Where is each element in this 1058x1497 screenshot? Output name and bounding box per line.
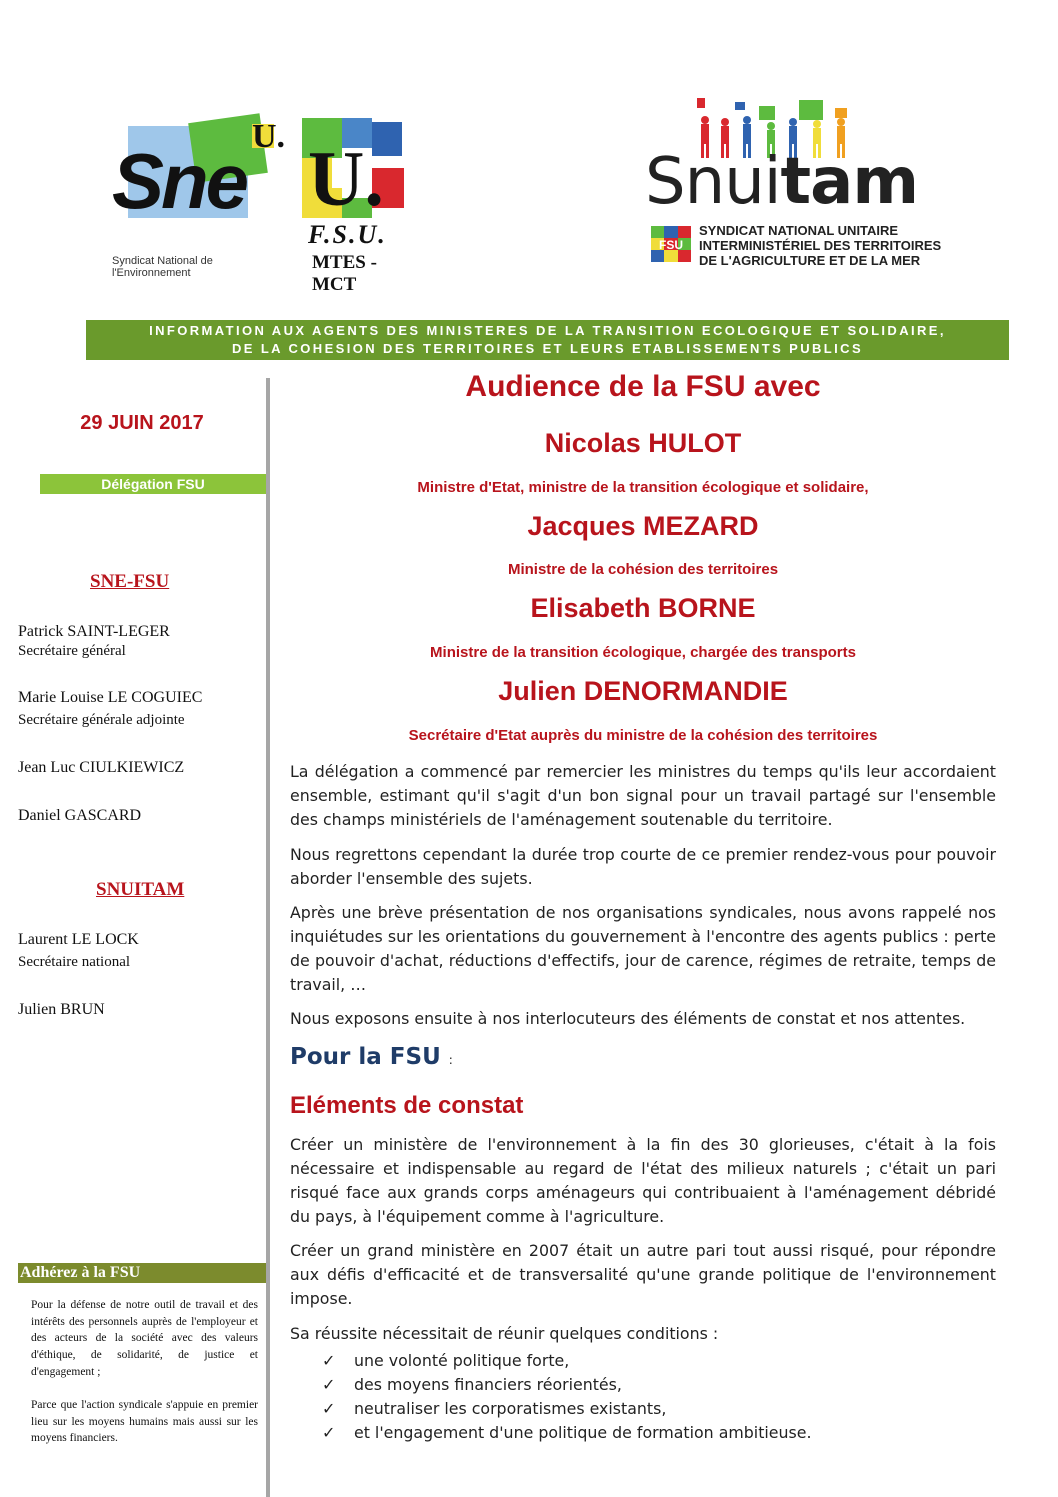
member-name: Julien BRUN <box>18 1001 105 1018</box>
check-icon: ✓ <box>322 1425 336 1442</box>
person-name: Elisabeth BORNE <box>530 593 756 623</box>
member-role: Secrétaire générale adjointe <box>18 712 185 728</box>
snuitam-logo <box>645 98 990 273</box>
person-name: Jacques MEZARD <box>527 511 759 541</box>
snuitam-heading: SNUITAM <box>96 879 185 900</box>
member-name: Patrick SAINT-LEGER <box>18 623 170 640</box>
banner-line-1: INFORMATION AUX AGENTS DES MINISTERES DE LA TRANSITION ECOLOGIQUE ET SOLIDAIRE, <box>149 323 946 338</box>
person-title: Ministre de la transition écologique, chargée des transports <box>430 644 856 661</box>
sne-logo-u: U. <box>252 118 286 155</box>
body-paragraph: Après une brève présentation de nos organisations syndicales, nous avons rappelé nos inquiétudes sur les orientations du gouvernement à l'encontre des agents publics : perte de pouvoir d'achat, réductions d'effectifs, jour de carence, régimes de retraite, temps de travail, … <box>290 903 996 994</box>
member-name: Laurent LE LOCK <box>18 931 139 948</box>
check-icon: ✓ <box>322 1377 336 1394</box>
svg-text:FSU: FSU <box>659 238 683 252</box>
constat-heading: Eléments de constat <box>290 1092 524 1119</box>
condition-item: une volonté politique forte, <box>354 1351 570 1370</box>
sne-fsu-heading: SNE-FSU <box>90 571 170 592</box>
sne-fsu-logo <box>112 118 412 295</box>
page-title: Audience de la FSU avec <box>465 370 821 403</box>
condition-item: et l'engagement d'une politique de formation ambitieuse. <box>354 1423 812 1442</box>
condition-item: des moyens financiers réorientés, <box>354 1375 622 1394</box>
check-icon: ✓ <box>322 1353 336 1370</box>
body-paragraph: Nous regrettons cependant la durée trop courte de ce premier rendez-vous pour pouvoir aborder l'ensemble des sujets. <box>290 845 996 888</box>
pour-la-fsu-heading: Pour la FSU : <box>290 1044 453 1070</box>
member-name: Daniel GASCARD <box>18 807 142 824</box>
adherez-paragraph-1: Pour la défense de notre outil de travail et des intérêts des personnels auprès de l'employeur et des acteurs de la société avec des valeurs d'éthique, de solidarité, de justice et d'engagement ; <box>31 1299 258 1378</box>
person-title: Ministre de la cohésion des territoires <box>507 561 779 578</box>
adherez-title: Adhérez à la FSU <box>18 1263 266 1283</box>
banner-line-2: DE LA COHESION DES TERRITOIRES ET LEURS ETABLISSEMENTS PUBLICS <box>231 341 864 356</box>
fsu-badge-icon <box>651 226 691 262</box>
person-title: Ministre d'Etat, ministre de la transition écologique et solidaire, <box>417 479 869 496</box>
member-role: Secrétaire général <box>18 643 126 659</box>
sne-logo-subtitle: Syndicat National de l'Environnement <box>112 255 213 279</box>
body-paragraph: La délégation a commencé par remercier les ministres du temps qu'ils leur accordaient ensemble, estimant qu'il s'agit d'un bon signal pour un travail partagé sur l'ensemble des champs ministériels de l'aménagement soutenable du territoire. <box>290 762 996 829</box>
member-name: Jean Luc CIULKIEWICZ <box>18 759 185 776</box>
check-icon: ✓ <box>322 1401 336 1418</box>
constat-paragraph: Créer un grand ministère en 2007 était un autre pari tout aussi risqué, pour répondre aux défis d'efficacité et de transversalité qu'une grande politique de l'environnement impose. <box>290 1241 996 1308</box>
member-name: Marie Louise LE COGUIEC <box>18 689 203 706</box>
person-name: Nicolas HULOT <box>544 428 742 458</box>
snuitam-logo-subtitle: SYNDICAT NATIONAL UNITAIRE INTERMINISTÉRIEL DES TERRITOIRES DE L'AGRICULTURE ET DE LA MER <box>699 223 942 268</box>
snuitam-logo-word: Snuitam <box>645 145 918 219</box>
column-divider <box>266 378 270 1497</box>
fsu-logo-u: U. <box>308 135 384 222</box>
delegation-label: Délégation FSU <box>40 474 266 494</box>
constat-paragraph: Sa réussite nécessitait de réunir quelques conditions : <box>290 1324 719 1343</box>
fsu-logo-text: F.S.U. <box>308 220 387 249</box>
sne-logo-word: Sne <box>112 137 247 225</box>
document-date: 29 JUIN 2017 <box>80 412 204 434</box>
member-role: Secrétaire national <box>18 954 131 970</box>
info-banner <box>86 320 1009 360</box>
person-name: Julien DENORMANDIE <box>498 676 788 706</box>
constat-paragraph: Créer un ministère de l'environnement à la fin des 30 glorieuses, c'était à la fois nécessaire et indispensable au regard de l'état des milieux naturels ; c'était un pari risqué face aux grands corps aménageurs qui contribuaient à l'aménagement débridé du pays, à l'équipement comme à l'agriculture. <box>290 1135 996 1226</box>
body-paragraph: Nous exposons ensuite à nos interlocuteurs des éléments de constat et nos attentes. <box>290 1009 966 1028</box>
person-title: Secrétaire d'Etat auprès du ministre de la cohésion des territoires <box>408 727 878 744</box>
adherez-paragraph-2: Parce que l'action syndicale s'appuie en premier lieu sur les moyens humains mais aussi sur les moyens financiers. <box>31 1399 258 1445</box>
fsu-logo-mtes: MTES - MCT <box>312 252 377 295</box>
condition-item: neutraliser les corporatismes existants, <box>354 1399 667 1418</box>
